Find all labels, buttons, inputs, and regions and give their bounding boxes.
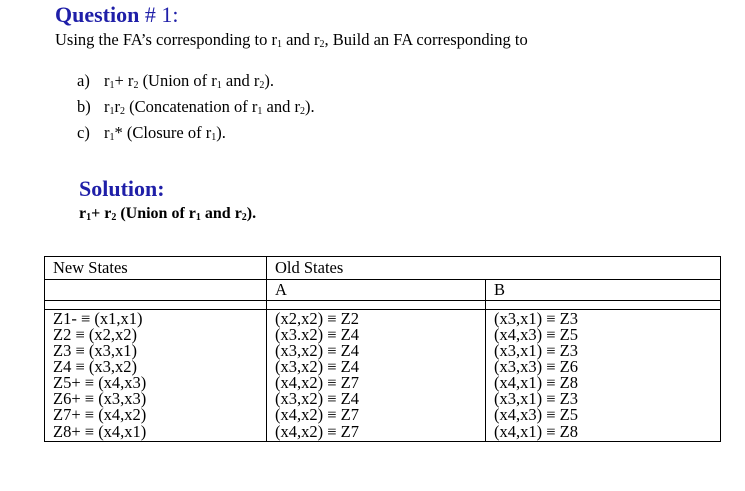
header-new-states: New States xyxy=(45,257,267,280)
solution-subtitle xyxy=(79,205,256,223)
subscript-text: 1 xyxy=(109,132,115,143)
cell-old-state-b: (x4,x3) ≡ Z5 xyxy=(486,407,721,423)
cell-new-state: Z2 ≡ (x2,x2) xyxy=(45,327,267,343)
inline-text: (Union of r xyxy=(138,71,217,90)
question-part-item xyxy=(77,70,315,96)
subscript-text: 1 xyxy=(211,132,217,143)
subscript-text: 1 xyxy=(109,80,115,91)
cell-old-state-a: (x3,x2) ≡ Z4 xyxy=(267,359,486,375)
cell-old-state-b: (x3,x1) ≡ Z3 xyxy=(486,310,721,328)
inline-text: * (Closure of r xyxy=(114,123,212,142)
cell-old-state-b: (x4,x1) ≡ Z8 xyxy=(486,423,721,442)
question-part-letter: b) xyxy=(77,97,91,116)
cell-old-state-b: (x4,x3) ≡ Z5 xyxy=(486,327,721,343)
prompt-sub-1: 1 xyxy=(276,39,282,50)
table-spacer-row xyxy=(45,301,721,310)
cell-old-state-a: (x4,x2) ≡ Z7 xyxy=(267,423,486,442)
inline-text: and r xyxy=(221,71,260,90)
cell-old-state-b: (x3,x1) ≡ Z3 xyxy=(486,391,721,407)
cell-new-state: Z8+ ≡ (x4,x1) xyxy=(45,423,267,442)
inline-text: ). xyxy=(264,71,274,90)
inline-text: + r xyxy=(114,71,134,90)
cell-old-state-a: (x4,x2) ≡ Z7 xyxy=(267,375,486,391)
inline-text: ). xyxy=(246,205,257,222)
header-col-b: B xyxy=(486,280,721,301)
question-part-letter: c) xyxy=(77,123,90,142)
state-transition-table xyxy=(44,256,721,442)
subscript-text: 2 xyxy=(300,106,305,117)
table-row xyxy=(45,343,721,359)
subscript-text: 2 xyxy=(259,80,265,91)
subscript-text: 1 xyxy=(195,212,201,223)
cell-new-state: Z3 ≡ (x3,x1) xyxy=(45,343,267,359)
cell-old-state-a: (x4,x2) ≡ Z7 xyxy=(267,407,486,423)
subscript-text: 1 xyxy=(216,80,222,91)
cell-old-state-a: (x3,x2) ≡ Z4 xyxy=(267,391,486,407)
subheader-empty xyxy=(45,280,267,301)
inline-text: r xyxy=(104,97,110,116)
question-part-letter: a) xyxy=(77,71,90,90)
header-col-a: A xyxy=(267,280,486,301)
table-row xyxy=(45,310,721,328)
question-prompt xyxy=(55,30,528,50)
subscript-text: 2 xyxy=(241,212,247,223)
question-parts-list xyxy=(77,70,315,148)
prompt-mid: and r xyxy=(281,30,320,49)
table-row xyxy=(45,407,721,423)
question-title xyxy=(55,2,178,28)
question-part-text xyxy=(104,123,226,142)
inline-text: and r xyxy=(262,97,300,116)
subscript-text: 1 xyxy=(257,106,263,117)
inline-text: r xyxy=(114,97,120,116)
cell-old-state-b: (x3,x3) ≡ Z6 xyxy=(486,359,721,375)
cell-new-state: Z6+ ≡ (x3,x3) xyxy=(45,391,267,407)
inline-text: and r xyxy=(200,205,242,222)
subscript-text: 1 xyxy=(86,212,92,223)
inline-text: ). xyxy=(305,97,315,116)
prompt-after: , Build an FA corresponding to xyxy=(324,30,528,49)
prompt-sub-2: 2 xyxy=(319,39,325,50)
subscript-text: 2 xyxy=(111,212,117,223)
cell-old-state-b: (x4,x1) ≡ Z8 xyxy=(486,375,721,391)
cell-new-state: Z5+ ≡ (x4,x3) xyxy=(45,375,267,391)
cell-new-state: Z7+ ≡ (x4,x2) xyxy=(45,407,267,423)
cell-new-state: Z4 ≡ (x3,x2) xyxy=(45,359,267,375)
inline-text: r xyxy=(79,205,87,222)
cell-old-state-a: (x2,x2) ≡ Z2 xyxy=(267,310,486,328)
question-part-text xyxy=(104,71,274,90)
table-subheader-row xyxy=(45,280,721,301)
prompt-before: Using the FA’s corresponding to r xyxy=(55,30,277,49)
table-row xyxy=(45,423,721,442)
inline-text: (Concatenation of r xyxy=(125,97,258,116)
question-title-word: Question xyxy=(55,2,140,27)
header-old-states: Old States xyxy=(267,257,721,280)
subscript-text: 1 xyxy=(109,106,115,117)
inline-text: (Union of r xyxy=(116,205,196,222)
inline-text: r xyxy=(104,123,110,142)
solution-title: Solution: xyxy=(79,176,165,201)
table-header-row xyxy=(45,257,721,280)
question-part-item xyxy=(77,122,315,148)
cell-old-state-a: (x3,x2) ≡ Z4 xyxy=(267,343,486,359)
cell-new-state: Z1- ≡ (x1,x1) xyxy=(45,310,267,328)
question-part-item xyxy=(77,96,315,122)
subscript-text: 2 xyxy=(133,80,139,91)
question-title-number: # 1: xyxy=(139,2,179,27)
inline-text: ). xyxy=(216,123,226,142)
table-row xyxy=(45,327,721,343)
subscript-text: 2 xyxy=(120,106,125,117)
cell-old-state-a: (x3.x2) ≡ Z4 xyxy=(267,327,486,343)
cell-old-state-b: (x3,x1) ≡ Z3 xyxy=(486,343,721,359)
inline-text: r xyxy=(104,71,110,90)
question-part-text xyxy=(104,97,315,116)
inline-text: + r xyxy=(91,205,112,222)
